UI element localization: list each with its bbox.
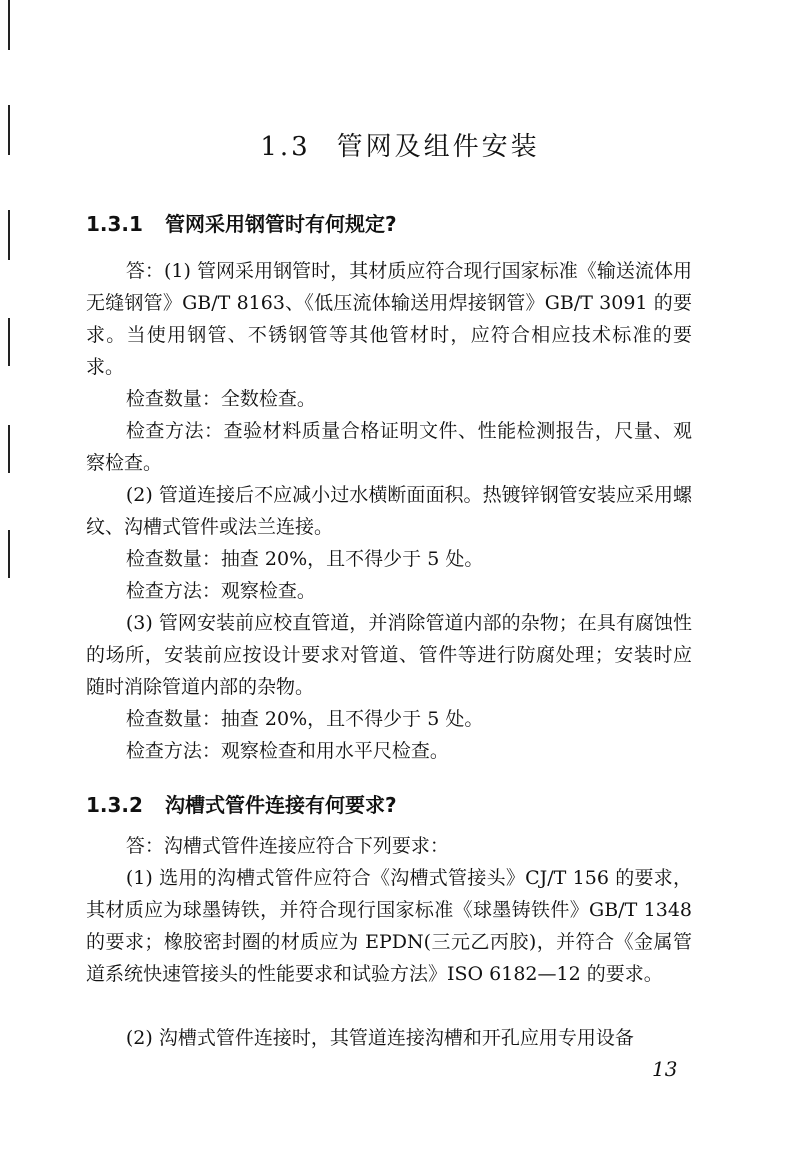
answer-paragraph: (1) 选用的沟槽式管件应符合《沟槽式管接头》CJ/T 156 的要求，其材质应为球墨铸铁，并符合现行国家标准《球墨铸铁件》GB/T 1348 的要求；橡胶密封圈的材质应为 EPDN(三元乙丙胶)，并符合《金属管道系统快速管接头的性能要求和试验方法》ISO 6182—12 的要求。 — [86, 867, 692, 985]
check-method: 检查方法：查验材料质量合格证明文件、性能检测报告，尺量、观察检查。 — [86, 420, 692, 474]
check-method: 检查方法：观察检查。 — [125, 580, 316, 602]
question-title: 管网采用钢管时有何规定? — [164, 212, 397, 236]
question-heading-1 — [86, 208, 397, 237]
answer-paragraph: 答：(1) 管网采用钢管时，其材质应符合现行国家标准《输送流体用无缝钢管》GB/T 8163、《低压流体输送用焊接钢管》GB/T 3091 的要求。当使用钢管、不锈钢管等其他管材时，应符合相应技术标准的要求。 — [86, 260, 692, 378]
check-quantity: 检查数量：抽查 20%，且不得少于 5 处。 — [125, 708, 484, 730]
check-quantity: 检查数量：抽查 20%，且不得少于 5 处。 — [125, 548, 484, 570]
scan-edge-mark — [8, 530, 10, 578]
section-title — [0, 126, 800, 163]
question-number: 1.3.2 — [86, 793, 143, 817]
question-title: 沟槽式管件连接有何要求? — [164, 793, 397, 817]
check-method: 检查方法：观察检查和用水平尺检查。 — [125, 740, 449, 762]
answer-paragraph: (3) 管网安装前应校直管道，并消除管道内部的杂物；在具有腐蚀性的场所，安装前应按设计要求对管道、管件等进行防腐处理；安装时应随时消除管道内部的杂物。 — [86, 612, 692, 698]
question-heading-2 — [86, 789, 397, 818]
scan-edge-mark — [8, 0, 10, 50]
section-number: 1.3 — [260, 132, 311, 162]
answer-intro: 答：沟槽式管件连接应符合下列要求： — [125, 835, 449, 857]
question-number: 1.3.1 — [86, 212, 143, 236]
check-quantity: 检查数量：全数检查。 — [125, 388, 316, 410]
page-number: 13 — [652, 1057, 678, 1081]
scan-edge-mark — [8, 210, 10, 260]
answer-paragraph: (2) 管道连接后不应减小过水横断面面积。热镀锌钢管安装应采用螺纹、沟槽式管件或法兰连接。 — [86, 484, 692, 538]
scan-edge-mark — [8, 425, 10, 473]
scan-edge-mark — [8, 318, 10, 366]
answer-paragraph: (2) 沟槽式管件连接时，其管道连接沟槽和开孔应用专用设备 — [125, 1027, 634, 1049]
section-title-text: 管网及组件安装 — [336, 132, 540, 162]
